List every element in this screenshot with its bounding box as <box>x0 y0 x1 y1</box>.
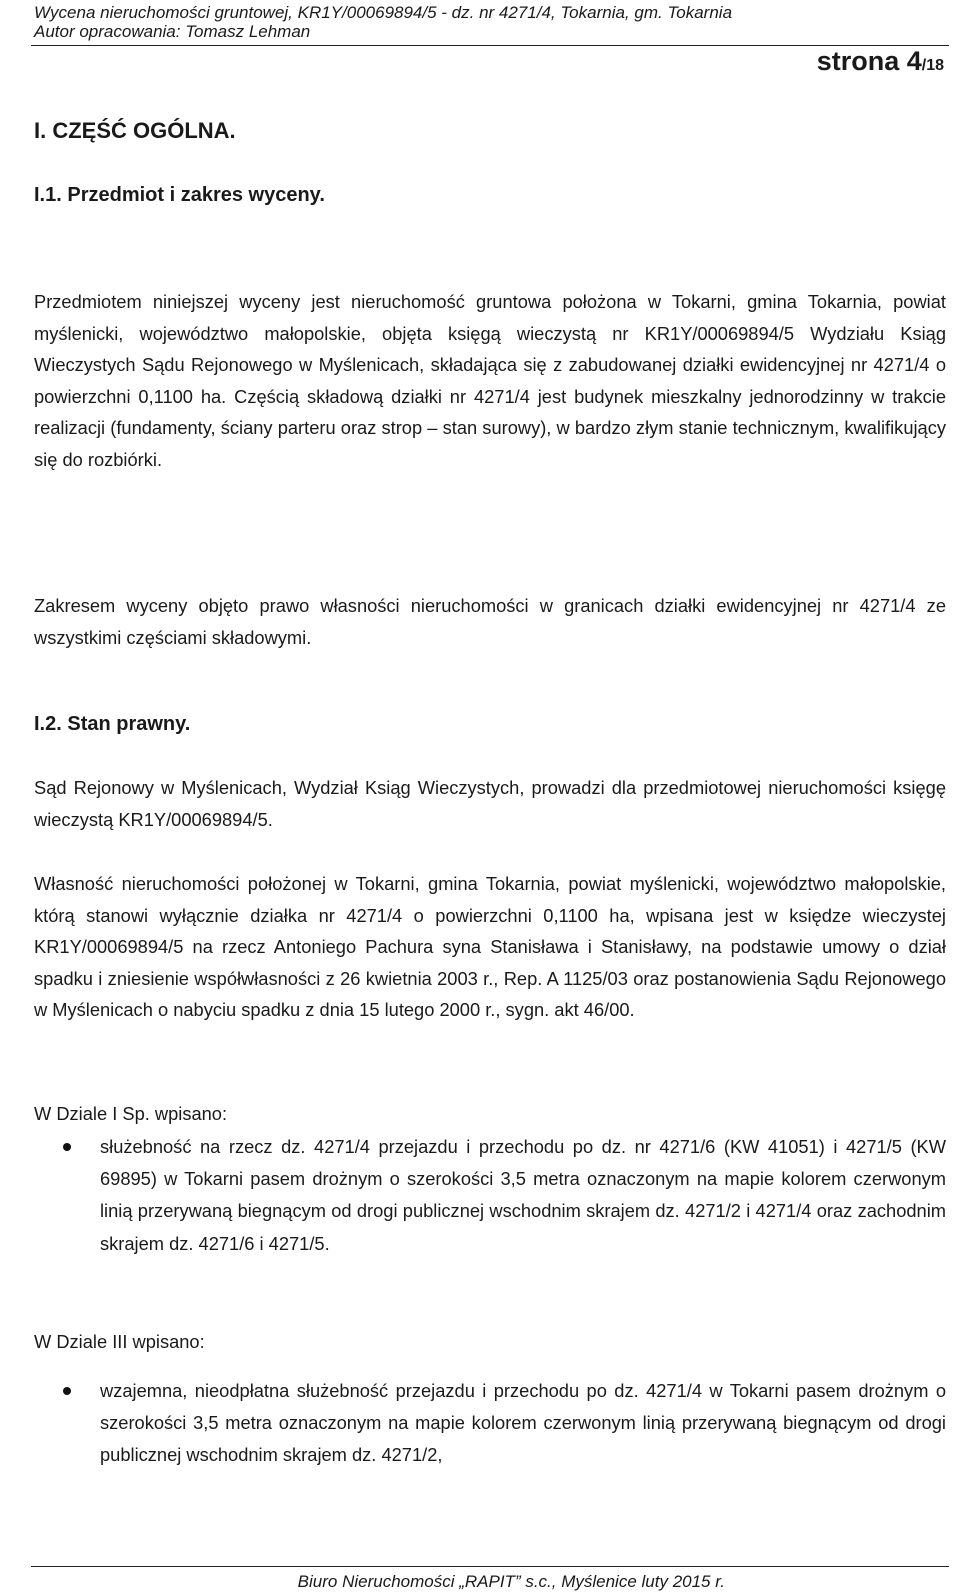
dzial-3-label: W Dziale III wpisano: <box>34 1331 205 1352</box>
paragraph-scope: Zakresem wyceny objęto prawo własności nieruchomości w granicach działki ewidencyjnej nr 4271/4 ze wszystkimi częściami składowymi. <box>34 595 946 648</box>
dzial-1-label: W Dziale I Sp. wpisano: <box>34 1103 228 1124</box>
running-header-author: Autor opracowania: Tomasz Lehman <box>34 22 311 41</box>
subsection-title-scope: I.1. Przedmiot i zakres wyceny. <box>34 184 325 206</box>
dzial-1-list <box>34 1131 946 1260</box>
subsection-title-legal: I.2. Stan prawny. <box>34 713 191 735</box>
section-title: I. CZĘŚĆ OGÓLNA. <box>34 118 236 143</box>
list-item <box>34 1375 946 1472</box>
dzial-3-list <box>34 1375 946 1472</box>
running-footer: Biuro Nieruchomości „RAPIT” s.c., Myślenice luty 2015 r. <box>297 1572 725 1591</box>
page-number-label: strona 4 <box>816 46 922 76</box>
list-item <box>34 1131 946 1260</box>
page-number <box>817 43 944 84</box>
list-item-text: wzajemna, nieodpłatna służebność przejazdu i przechodu po dz. 4271/4 w Tokarni pasem drożnym o szerokości 3,5 metra oznaczonym na mapie kolorem czerwonym linią przerywaną biegnącym od drogi publicznej wschodnim skrajem dz. 4271/2, <box>100 1380 946 1466</box>
bullet-icon <box>63 1387 71 1395</box>
list-item-text: służebność na rzecz dz. 4271/4 przejazdu i przechodu po dz. nr 4271/6 (KW 41051) i 4271/5 (KW 69895) w Tokarni pasem drożnym o szerokości 3,5 metra oznaczonym na mapie kolorem czerwonym linią przerywaną biegnącym od drogi publicznej wschodnim skrajem dz. 4271/2 i 4271/4 oraz zachodnim skrajem dz. 4271/6 i 4271/5. <box>100 1136 946 1254</box>
header-divider <box>31 45 949 46</box>
bullet-icon <box>63 1143 71 1151</box>
running-header-title: Wycena nieruchomości gruntowej, KR1Y/00069894/5 - dz. nr 4271/4, Tokarnia, gm. Tokarnia <box>34 3 733 22</box>
paragraph-ownership: Własność nieruchomości położonej w Tokarni, gmina Tokarnia, powiat myślenicki, województwo małopolskie, którą stanowi wyłącznie działka nr 4271/4 o powierzchni 0,1100 ha, wpisana jest w księdze wieczystej KR1Y/00069894/5 na rzecz Antoniego Pachura syna Stanisława i Stanisławy, na podstawie umowy o dział spadku i zniesienie współwłasności z 26 kwietnia 2003 r., Rep. A 1125/03 oraz postanowienia Sądu Rejonowego w Myślenicach o nabyciu spadku z dnia 15 lutego 2000 r., sygn. akt 46/00. <box>34 873 946 1021</box>
footer-divider <box>31 1566 949 1567</box>
paragraph-court: Sąd Rejonowy w Myślenicach, Wydział Ksiąg Wieczystych, prowadzi dla przedmiotowej nieruchomości księgę wieczystą KR1Y/00069894/5. <box>34 777 946 830</box>
paragraph-subject: Przedmiotem niniejszej wyceny jest nieruchomość gruntowa położona w Tokarni, gmina Tokarnia, powiat myślenicki, województwo małopolskie, objęta księgą wieczystą nr KR1Y/00069894/5 Wydziału Ksiąg Wieczystych Sądu Rejonowego w Myślenicach, składająca się z zabudowanej działki ewidencyjnej nr 4271/4 o powierzchni 0,1100 ha. Częścią składową działki nr 4271/4 jest budynek mieszkalny jednorodzinny w trakcie realizacji (fundamenty, ściany parteru oraz strop – stan surowy), w bardzo złym stanie technicznym, kwalifikujący się do rozbiórki. <box>34 291 946 470</box>
page-total: /18 <box>921 57 944 74</box>
